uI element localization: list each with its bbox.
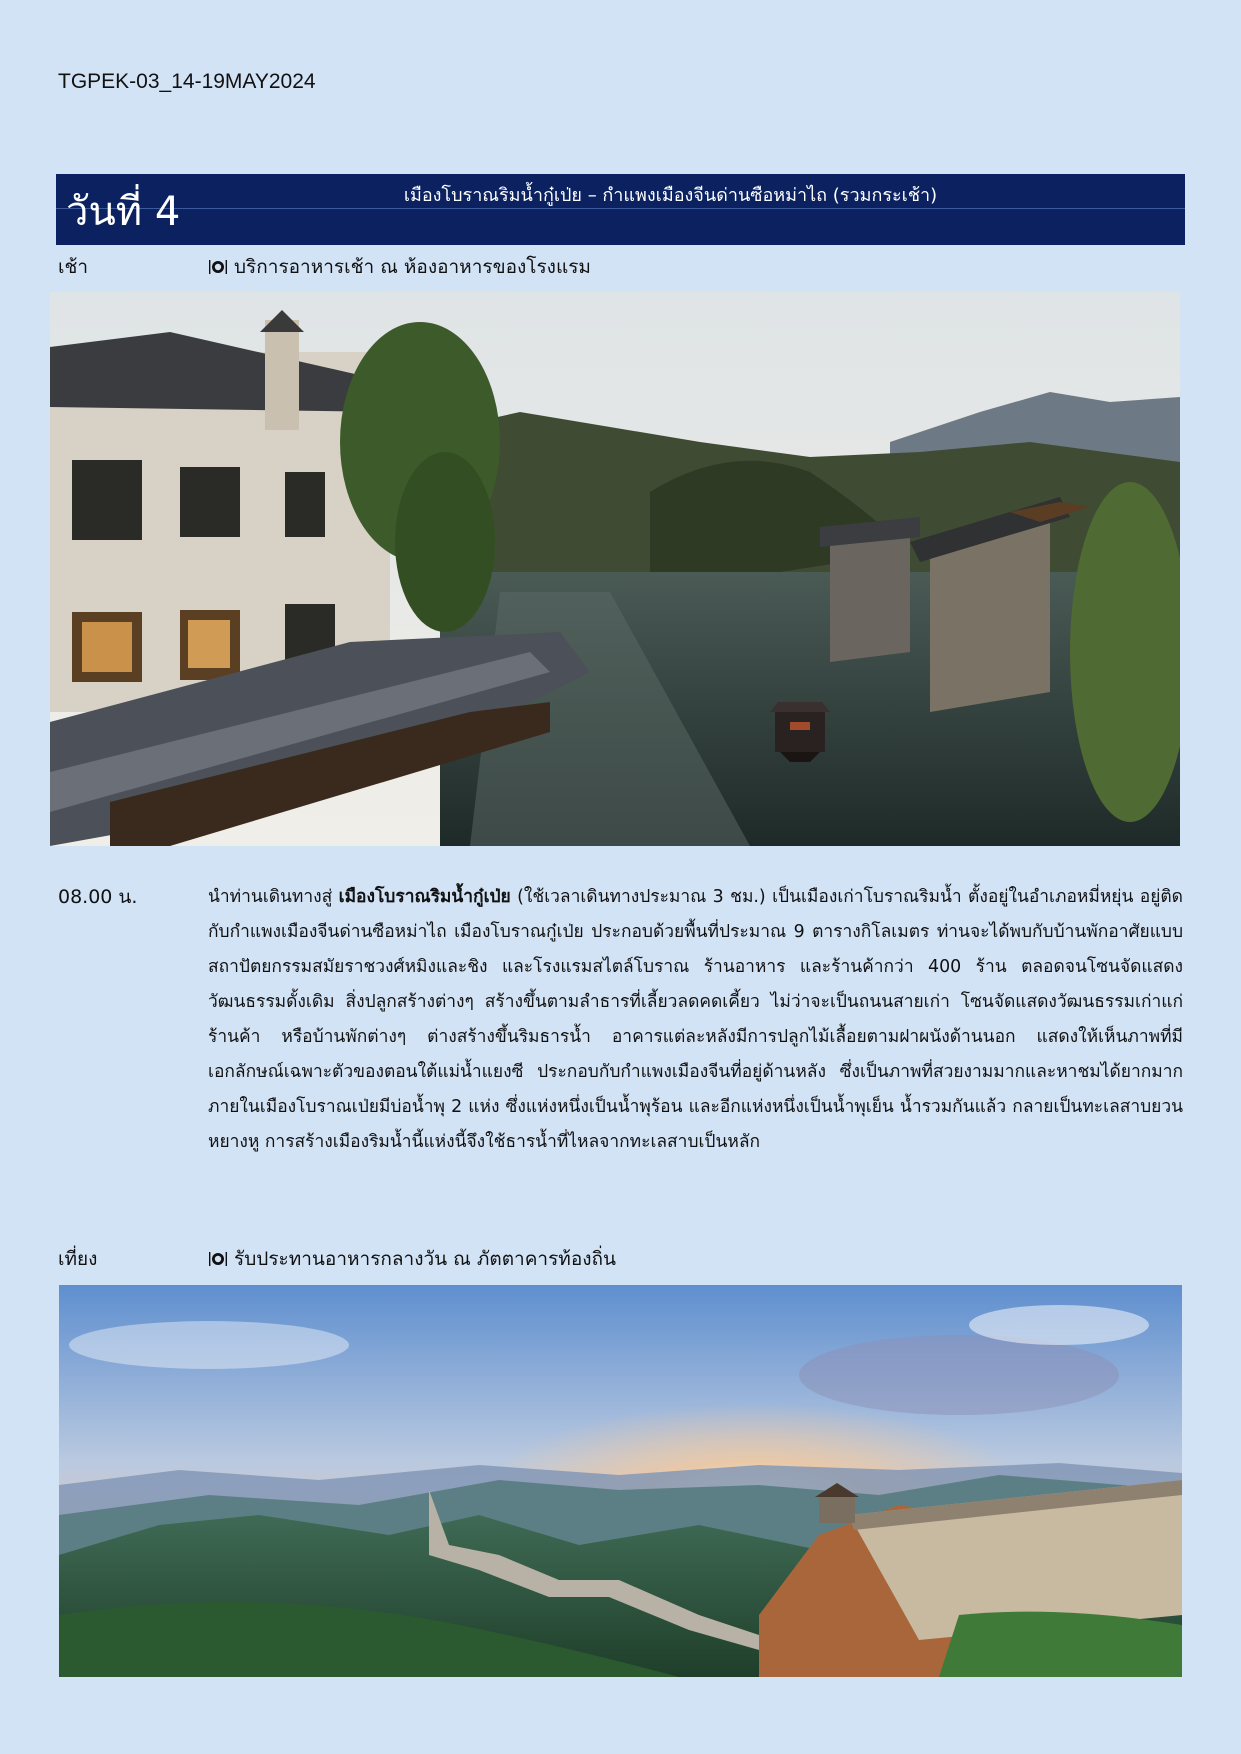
- lunch-label: เที่ยง: [58, 1248, 98, 1270]
- water-town-photo: [50, 292, 1180, 846]
- meal-icon: [208, 257, 228, 277]
- great-wall-photo: [59, 1285, 1182, 1677]
- breakfast-label: เช้า: [58, 256, 89, 278]
- document-code: TGPEK-03_14-19MAY2024: [58, 70, 316, 93]
- breakfast-text: บริการอาหารเช้า ณ ห้องอาหารของโรงแรม: [234, 256, 591, 278]
- lunch-row: [208, 1244, 616, 1274]
- itinerary-body: (ใช้เวลาเดินทางประมาณ 3 ชม.) เป็นเมืองเก่าโบราณริมน้ำ ตั้งอยู่ในอำเภอหมี่หยุ่น อยู่ติดกับกำแพงเมืองจีนด่านซือหม่าไถ เมืองโบราณกู๋เป่ย ประกอบด้วยพื้นที่ประมาณ 9 ตารางกิโลเมตร ท่านจะได้พบกับบ้านพักอาศัยแบบสถาปัตยกรรมสมัยราชวงศ์หมิงและชิง และโรงแรมสไตล์โบราณ ร้านอาหาร และร้านค้ากว่า 400 ร้าน ตลอดจนโซนจัดแสดงวัฒนธรรมดั้งเดิม สิ่งปลูกสร้างต่างๆ สร้างขึ้นตามลำธารที่เลี้ยวลดคดเคี้ยว ไม่ว่าจะเป็นถนนสายเก่า โซนจัดแสดงวัฒนธรรมเก่าแก่ ร้านค้า หรือบ้านพักต่างๆ ต่างสร้างขึ้นริมธารน้ำ อาคารแต่ละหลังมีการปลูกไม้เลื้อยตามฝาผนังด้านนอก แสดงให้เห็นภาพที่มีเอกลักษณ์เฉพาะตัวของตอนใต้แม่น้ำแยงซี ประกอบกับกำแพงเมืองจีนที่อยู่ด้านหลัง ซึ่งเป็นภาพที่สวยงามมากและหาชมได้ยากมาก ภายในเมืองโบราณเป่ยมีบ่อน้ำพุ 2 แห่ง ซึ่งแห่งหนึ่งเป็นน้ำพุร้อน และอีกแห่งหนึ่งเป็นน้ำพุเย็น น้ำรวมกันแล้ว กลายเป็นทะเลสาบยวนหยางหู การสร้างเมืองริมน้ำนี้แห่งนี้จึงใช้ธารน้ำที่ไหลจากทะเลสาบเป็นหลัก: [208, 887, 1183, 1152]
- itinerary-time: 08.00 น.: [58, 886, 138, 908]
- day-banner: [56, 174, 1185, 245]
- breakfast-row: [208, 252, 591, 282]
- day-subtitle: เมืองโบราณริมน้ำกู๋เป่ย – กำแพงเมืองจีนด่านซือหม่าไถ (รวมกระเช้า): [403, 185, 938, 206]
- itinerary-intro: นำท่านเดินทางสู่: [208, 887, 339, 907]
- day-number: วันที่ 4: [66, 189, 181, 235]
- itinerary-paragraph: [208, 880, 1183, 1160]
- itinerary-place: เมืองโบราณริมน้ำกู๋เป่ย: [338, 887, 511, 907]
- meal-icon: [208, 1249, 228, 1269]
- lunch-text: รับประทานอาหารกลางวัน ณ ภัตตาคารท้องถิ่น: [234, 1248, 617, 1270]
